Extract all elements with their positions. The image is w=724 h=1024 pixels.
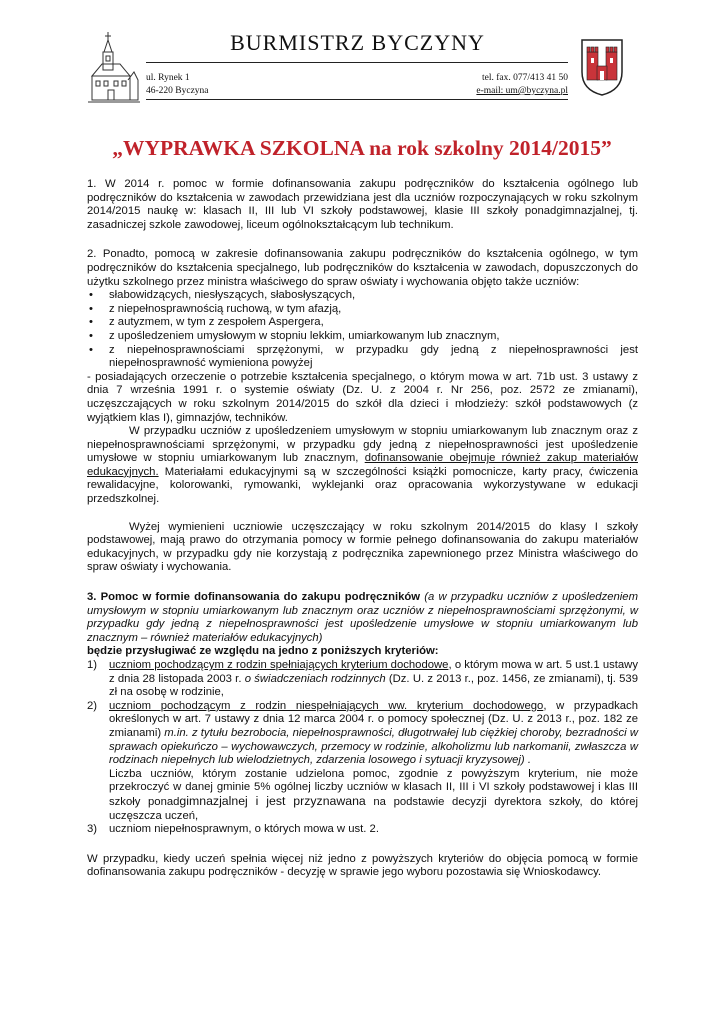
town-hall-illustration: [88, 32, 140, 109]
criteria-list-cont: [87, 823, 638, 837]
contact-block: [476, 72, 568, 98]
list-item: • z autyzmem, w tym z zespołem Aspergera,: [87, 316, 638, 330]
section-3-lead-italic: (a w przypadku uczniów z upośledzeniem umysłowym w stopniu umiarkowanym lub znacznym oraz uczniów z niepełnosprawnościami sprzężonymi, w przypadku gdy jedną z niepełnosprawności jest upośledzenie umysłowe w stopniu umiarkowanym lub znacznym – również materiałów edukacyjnych): [87, 591, 638, 644]
materials-text-a: W przypadku uczniów z upośledzeniem umysłowym w stopniu umiarkowanym lub znacznym oraz z niepełnosprawnościami sprzężonymi, w przypadku gdy jedną z niepełnosprawności jest upośledzenie umysłowe w stopniu umiarkowanym lub znacznym,: [87, 425, 638, 465]
header-rule-top: [146, 62, 568, 63]
criterion-text: , w przypadkach określonych w art. 7 ustawy z dnia 12 marca 2004 r. o pomocy społecznej (Dz. U. z 2013 r., poz. 182 ze zmianami): [109, 699, 638, 739]
materials-text-b: Materiałami edukacyjnymi są w szczególności książki pomocnicze, karty pracy, ćwiczenia rewalidacyjne, kolorowanki, rymowanki, wyklejanki oraz opracowania wykorzystywane w edukacji przedszkolnej.: [87, 465, 638, 506]
email-link[interactable]: e-mail: um@byczyna.pl: [476, 86, 568, 96]
limit-paragraph: [87, 768, 638, 823]
criterion-text: , o którym mowa w art. 5 ust.1 ustawy z dnia 28 listopada 2003 r.: [109, 659, 638, 685]
list-item: [87, 700, 638, 768]
section-2-orzeczenie: - posiadających orzeczenie o potrzebie kształcenia specjalnego, o którym mowa w art. 71b ust. 3 ustawy z dnia 7 września 1991 r. o systemie oświaty (Dz. U. z 2004 r. Nr 256, poz. 2572 ze zmianami), uczęszczających w roku szkolnym 2014/2015 do szkół dla dzieci i młodzieży: szkół podstawowych (z wyjątkiem klas I), gimnazjów, techników.: [87, 370, 638, 424]
phone-fax: tel. fax. 077/413 41 50: [481, 73, 568, 83]
list-item: [87, 823, 638, 837]
criterion-italic: o świadczeniach rodzinnych: [244, 672, 386, 685]
address-block: [146, 72, 209, 98]
list-item: • z niepełnosprawnościami sprzężonymi, w przypadku gdy jedną z niepełnosprawności jest niepełnosprawność wymieniona powyżej: [87, 344, 638, 371]
item-number: 3): [87, 823, 98, 836]
section-2-materials-paragraph: [87, 425, 638, 507]
criteria-list: [87, 659, 638, 768]
header-title: BURMISTRZ BYCZYNY: [230, 30, 485, 55]
section-2-bullet-list: [87, 289, 638, 371]
limit-text-a: Liczba uczniów, którym zostanie udzielona pomoc, zgodnie z powyższym kryterium, nie może przekroczyć w danej gminie 5% ogólnej liczby uczniów w klasach II, III i VI szkoły podstawowej i klas III szkoły ponad: [109, 767, 638, 808]
materials-underlined: dofinansowanie obejmuje również zakup materiałów edukacyjnych.: [87, 452, 638, 478]
list-item: • z upośledzeniem umysłowym w stopniu lekkim, umiarkowanym lub znacznym,: [87, 330, 638, 344]
list-item: • z niepełnosprawnością ruchową, w tym afazją,: [87, 303, 638, 317]
document-body: [87, 178, 638, 880]
section-1: 1. W 2014 r. pomoc w formie dofinansowania zakupu podręczników do kształcenia ogólnego lub podręczników do kształcenia w zawodach przewidziana jest dla uczniów rozpoczynających w roku szkolnym 2014/2015 naukę w: klasach II, III lub VI szkoły podstawowej, klasie III szkoły ponadgimnazjalnej, tj. zasadniczej szkole zawodowej, liceum ogólnokształcącym lub technikum.: [87, 178, 638, 231]
criterion-italic: m.in. z tytułu bezrobocia, niepełnosprawności, długotrwałej lub ciężkiej choroby, bezradności w sprawach opiekuńczo – wychowawczych, przemocy w rodzinie, alkoholizmu lub narkomanii, zwłaszcza w rodzinach niepełnych lub wielodzietnych, zdarzenia losowego i sytuacji kryzysowej) .: [109, 726, 638, 767]
item-number: 1): [87, 659, 98, 671]
section-2-class-one-paragraph: Wyżej wymienieni uczniowie uczęszczający w roku szkolnym 2014/2015 do klasy I szkoły podstawowej, mają prawo do otrzymania pomocy w formie pełnego dofinansowania do zakupu materiałów edukacyjnych, w przypadku gdy nie korzystają z podręcznika zapewnionego przez Ministra właściwego do spraw oświaty i wychowania.: [87, 520, 638, 574]
section-3-lead: [87, 591, 638, 645]
list-item: • słabowidzących, niesłyszących, słabosłyszących,: [87, 289, 638, 303]
limit-text-large: gimnazjalnej i jest przyznawana: [179, 793, 366, 808]
criterion-text-tail: (Dz. U. z 2013 r., poz. 1456, ze zmianami), tj. 539 zł na osobę w rodzinie,: [109, 672, 638, 699]
section-2-intro: 2. Ponadto, pomocą w zakresie dofinansowania zakupu podręczników do kształcenia ogólnego, w tym podręczników do kształcenia specjalnego, lub podręczników do kształcenia w zawodach, dopuszczonych do użytku szkolnego przez ministra właściwego do spraw oświaty i wychowania objęto także uczniów:: [87, 248, 638, 288]
address-line-2: 46-220 Byczyna: [146, 86, 209, 96]
limit-text-b: na podstawie decyzji dyrektora szkoły, do której uczęszcza uczeń,: [109, 795, 638, 822]
header-rule-bottom: [146, 99, 568, 100]
criterion-text: uczniom niepełnosprawnym, o których mowa w ust. 2.: [109, 823, 379, 836]
list-item: [87, 659, 638, 700]
document-title: „WYPRAWKA SZKOLNA na rok szkolny 2014/2015”: [112, 136, 612, 160]
section-3-criteria: będzie przysługiwać ze względu na jedno z poniższych kryteriów:: [87, 645, 439, 658]
criterion-underlined: uczniom pochodzącym z rodzin niespełniających ww. kryterium dochodowego: [109, 699, 544, 712]
criterion-underlined: uczniom pochodzącym z rodzin spełniających kryterium dochodowe: [109, 659, 449, 671]
section-3-lead-bold: 3. Pomoc w formie dofinansowania do zakupu podręczników: [87, 591, 421, 604]
address-line-1: ul. Rynek 1: [146, 73, 190, 83]
item-number: 2): [87, 699, 98, 712]
coat-of-arms: [580, 38, 624, 101]
closing-paragraph: W przypadku, kiedy uczeń spełnia więcej niż jedno z powyższych kryteriów do objęcia pomocą w formie dofinansowania zakupu podręczników - decyzję w sprawie jego wyboru pozostawia się Wnioskodawcy.: [87, 852, 638, 879]
